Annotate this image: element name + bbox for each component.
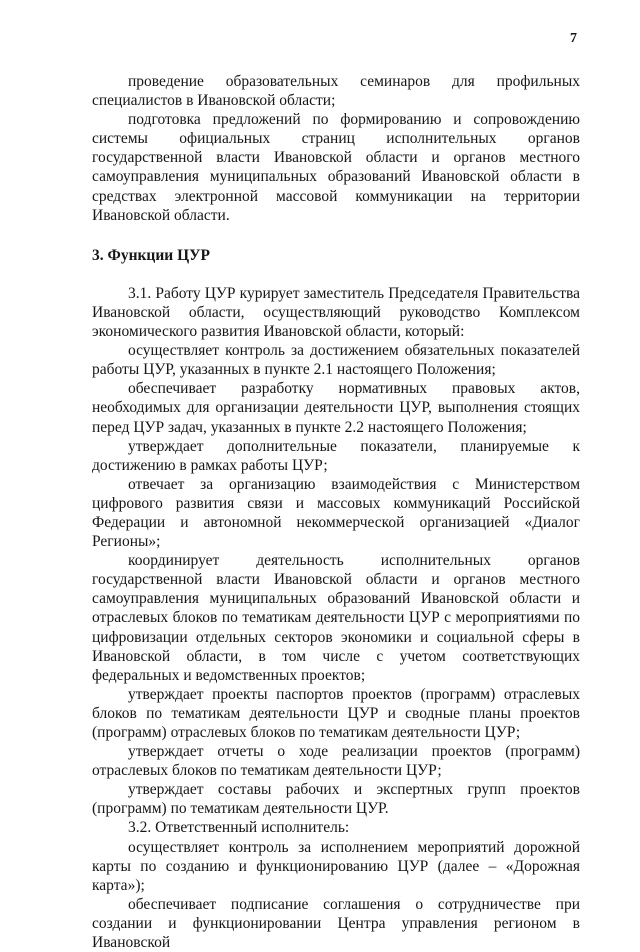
paragraph: обеспечивает разработку нормативных правовых актов, необходимых для организации деятельности ЦУР, выполнения стоящих перед ЦУР задач, указанных в пункте 2.2 настоящего Положения; (92, 380, 580, 436)
section-heading: 3. Функции ЦУР (92, 246, 210, 264)
paragraph: 3.1. Работу ЦУР курирует заместитель Председателя Правительства Ивановской области, осуществляющий руководство Комплексом экономического развития Ивановской области, который: (92, 284, 580, 341)
paragraph: утверждает дополнительные показатели, планируемые к достижению в рамках работы ЦУР; (92, 437, 580, 474)
page-number: 7 (570, 31, 577, 46)
paragraph: осуществляет контроль за исполнением мероприятий дорожной карты по созданию и функционированию ЦУР (далее – «Дорожная карта»); (92, 838, 580, 894)
paragraph: утверждает составы рабочих и экспертных групп проектов (программ) по тематикам деятельности ЦУР. (92, 781, 580, 818)
paragraph: обеспечивает подписание соглашения о сотрудничестве при создании и функционировании Центра управления регионом в Ивановской (92, 895, 580, 952)
paragraph: проведение образовательных семинаров для профильных специалистов в Ивановской области; (92, 73, 580, 110)
paragraph: отвечает за организацию взаимодействия с Министерством цифрового развития связи и массовых коммуникаций Российской Федерации и автономной некоммерческой организацией «Диалог Регионы»; (92, 475, 580, 551)
paragraph: утверждает проекты паспортов проектов (программ) отраслевых блоков по тематикам деятельности ЦУР и сводные планы проектов (программ) отраслевых блоков по тематикам деятельности ЦУР; (92, 685, 580, 741)
paragraph: осуществляет контроль за достижением обязательных показателей работы ЦУР, указанных в пункте 2.1 настоящего Положения; (92, 342, 580, 379)
paragraph: координирует деятельность исполнительных органов государственной власти Ивановской области и органов местного самоуправления муниципальных образований Ивановской области и отраслевых блоков по тематикам деятельности ЦУР с мероприятиями по цифровизации отдельных секторов экономики и социальной сферы в Ивановской области, в том числе с учетом соответствующих федеральных и ведомственных проектов; (92, 552, 580, 684)
document-body (92, 72, 580, 952)
paragraph: подготовка предложений по формированию и сопровождению системы официальных страниц исполнительных органов государственной власти Ивановской области и органов местного самоуправления муниципальных образований Ивановской области в средствах электронной массовой коммуникации на территории Ивановской области. (92, 111, 580, 224)
paragraph: 3.2. Ответственный исполнитель: (128, 819, 350, 837)
paragraph: утверждает отчеты о ходе реализации проектов (программ) отраслевых блоков по тематикам деятельности ЦУР; (92, 743, 580, 780)
